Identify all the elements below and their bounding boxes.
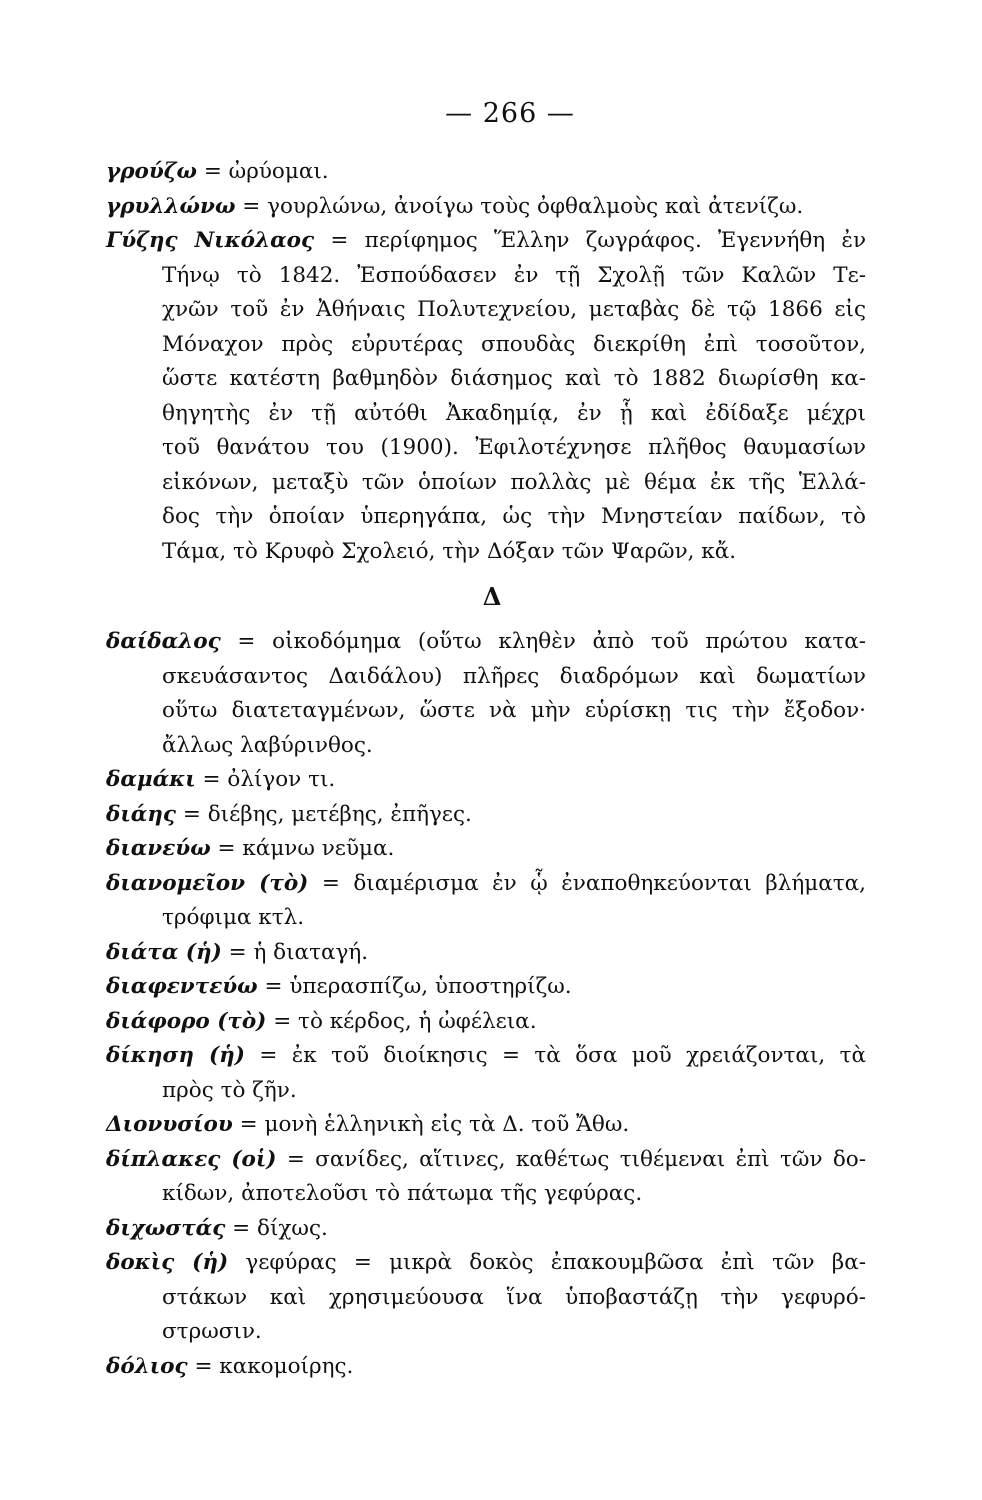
entry-headword: δίκηση (ἡ) <box>106 1043 245 1068</box>
entry-headword: διαφεντεύω <box>106 974 258 999</box>
entry-headword: Διονυσίου <box>106 1112 233 1137</box>
entry-first-line <box>106 1005 866 1040</box>
entry-text: = τὸ κέρδος, ἡ ὠφέλεια. <box>273 1008 537 1034</box>
entry-text: τρόφιμα κτλ. <box>162 905 305 930</box>
entry-continuation-line <box>106 1074 866 1109</box>
entry-text: οὕτω διατεταγμένων, ὥστε νὰ μὴν εὑρίσκῃ τις τὴν ἔξοδον· <box>162 698 866 723</box>
dictionary-entry <box>106 625 866 763</box>
entry-text: πρὸς τὸ ζῆν. <box>162 1077 297 1103</box>
entry-headword: Γύζης Νικόλαος <box>106 228 315 253</box>
entry-text: = διέβης, μετέβης, ἐπῆγες. <box>182 801 472 827</box>
entry-text: ἄλλως λαβύρινθος. <box>162 732 373 758</box>
entry-headword: διάης <box>106 801 177 827</box>
dictionary-entry <box>106 1005 866 1040</box>
entry-first-line <box>106 625 866 660</box>
entry-headword: δαίδαλος <box>106 629 221 654</box>
entry-text: στρωσιν. <box>162 1319 262 1344</box>
entry-text: = κάμνω νεῦμα. <box>217 836 395 861</box>
dictionary-entry <box>106 832 866 867</box>
entry-text: δος τὴν ὁποίαν ὑπερηγάπα, ὡς τὴν Μνηστείαν παίδων, τὸ <box>162 504 866 529</box>
entry-continuation-line <box>106 901 866 936</box>
entry-continuation-line <box>106 1315 866 1350</box>
dictionary-entry <box>106 763 866 798</box>
entry-continuation-line <box>106 660 866 695</box>
entry-continuation-line <box>106 535 866 570</box>
entry-first-line <box>106 1039 866 1074</box>
entry-continuation-line <box>106 466 866 501</box>
dictionary-entry <box>106 1039 866 1108</box>
entry-text: εἰκόνων, μεταξὺ τῶν ὁποίων πολλὰς μὲ θέμα ἐκ τῆς Ἑλλά- <box>162 469 866 495</box>
entry-first-line <box>106 763 866 798</box>
entry-headword: διανεύω <box>106 836 211 861</box>
dictionary-entry <box>106 867 866 936</box>
entry-text: τοῦ θανάτου του (1900). Ἐφιλοτέχνησε πλῆθος θαυμασίων <box>162 435 866 460</box>
entry-text: = ὑπερασπίζω, ὑποστηρίζω. <box>264 974 572 999</box>
entry-headword: γρυλλώνω <box>106 193 236 219</box>
entry-text: ὥστε κατέστη βαθμηδὸν διάσημος καὶ τὸ 1882 διωρίσθη κα- <box>162 366 866 391</box>
entry-continuation-line <box>106 1281 866 1316</box>
entry-text: = περίφημος Ἕλλην ζωγράφος. Ἐγεννήθη ἐν <box>330 228 867 253</box>
entry-first-line <box>106 936 866 971</box>
entry-first-line <box>106 190 866 225</box>
entry-continuation-line <box>106 500 866 535</box>
entry-continuation-line <box>106 293 866 328</box>
entry-continuation-line <box>106 694 866 729</box>
dictionary-entry <box>106 970 866 1005</box>
entry-text: γεφύρας = μικρὰ δοκὸς ἐπακουμβῶσα ἐπὶ τῶν βα- <box>245 1250 866 1275</box>
entry-headword: δαμάκι <box>106 767 196 792</box>
entry-text: χνῶν τοῦ ἐν Ἀθήναις Πολυτεχνείου, μεταβὰς δὲ τῷ 1866 εἰς <box>162 297 866 322</box>
entry-text: = οἰκοδόμημα (οὕτω κληθὲν ἀπὸ τοῦ πρώτου κατα- <box>237 629 867 654</box>
entry-first-line <box>106 1108 866 1143</box>
entry-first-line <box>106 224 866 259</box>
entry-text: = ἐκ τοῦ διοίκησις = τὰ ὅσα μοῦ χρειάζονται, τὰ <box>259 1043 866 1068</box>
dictionary-entry <box>106 1350 866 1385</box>
entry-text: σκευάσαντος Δαιδάλου) πλῆρες διαδρόμων καὶ δωματίων <box>162 663 866 689</box>
entry-headword: διάφορο (τὸ) <box>106 1008 267 1034</box>
entry-first-line <box>106 1143 866 1178</box>
entry-continuation-line <box>106 1177 866 1212</box>
dictionary-entry <box>106 190 866 225</box>
entry-headword: διχωστάς <box>106 1215 226 1241</box>
entry-text: Τήνῳ τὸ 1842. Ἐσπούδασεν ἐν τῇ Σχολῇ τῶν Καλῶν Τε- <box>162 262 866 288</box>
entry-first-line <box>106 970 866 1005</box>
entry-first-line <box>106 155 866 190</box>
entry-headword: γρούζω <box>106 159 197 184</box>
entry-text: στάκων καὶ χρησιμεύουσα ἵνα ὑποβαστάζῃ τὴν γεφυρό- <box>162 1284 866 1310</box>
entry-text: θηγητὴς ἐν τῇ αὐτόθι Ἀκαδημίᾳ, ἐν ᾗ καὶ ἐδίδαξε μέχρι <box>162 400 866 426</box>
entry-first-line <box>106 1246 866 1281</box>
dictionary-entry <box>106 936 866 971</box>
dictionary-entry <box>106 1108 866 1143</box>
dictionary-entry <box>106 155 866 190</box>
dictionary-entry <box>106 798 866 833</box>
entries-before-section <box>106 155 866 569</box>
entry-headword: διάτα (ἡ) <box>106 939 222 965</box>
entry-first-line <box>106 1212 866 1247</box>
entry-continuation-line <box>106 328 866 363</box>
entry-text: = ἡ διαταγή. <box>228 939 369 965</box>
entry-text: = κακομοίρης. <box>194 1353 354 1379</box>
entry-text: = διαμέρισμα ἐν ᾧ ἐναποθηκεύονται βλήματα, <box>321 870 866 896</box>
entry-headword: δοκὶς (ἡ) <box>106 1250 229 1275</box>
entry-text: = μονὴ ἑλληνικὴ εἰς τὰ Δ. τοῦ Ἄθω. <box>239 1112 630 1137</box>
entry-text: = γουρλώνω, ἀνοίγω τοὺς ὀφθαλμοὺς καὶ ἀτενίζω. <box>242 193 804 219</box>
page-number: — 266 — <box>445 98 575 129</box>
entry-first-line <box>106 798 866 833</box>
section-letter: Δ <box>482 582 502 611</box>
entry-headword: διανομεῖον (τὸ) <box>106 870 309 896</box>
entry-first-line <box>106 867 866 902</box>
entry-first-line <box>106 832 866 867</box>
entry-text: = σανίδες, αἵτινες, καθέτως τιθέμεναι ἐπὶ τῶν δο- <box>286 1146 867 1172</box>
entry-headword: δίπλακες (οἱ) <box>106 1146 277 1172</box>
entry-first-line <box>106 1350 866 1385</box>
dictionary-body <box>106 155 866 1384</box>
entry-headword: δόλιος <box>106 1353 188 1379</box>
entry-continuation-line <box>106 729 866 764</box>
entry-text: = δίχως. <box>232 1215 328 1241</box>
entry-text: κίδων, ἀποτελοῦσι τὸ πάτωμα τῆς γεφύρας. <box>162 1181 643 1206</box>
entry-continuation-line <box>106 362 866 397</box>
entry-text: Τάμα, τὸ Κρυφὸ Σχολειό, τὴν Δόξαν τῶν Ψαρῶν, κἄ. <box>162 538 737 564</box>
entries-after-section <box>106 625 866 1384</box>
entry-text: = ὀλίγον τι. <box>202 767 336 792</box>
dictionary-entry <box>106 1212 866 1247</box>
entry-continuation-line <box>106 397 866 432</box>
entry-text: Μόναχον πρὸς εὐρυτέρας σπουδὰς διεκρίθη ἐπὶ τοσοῦτον, <box>162 331 866 357</box>
entry-continuation-line <box>106 259 866 294</box>
dictionary-entry <box>106 224 866 569</box>
entry-text: = ὠρύομαι. <box>203 159 329 184</box>
entry-continuation-line <box>106 431 866 466</box>
dictionary-entry <box>106 1246 866 1350</box>
dictionary-entry <box>106 1143 866 1212</box>
